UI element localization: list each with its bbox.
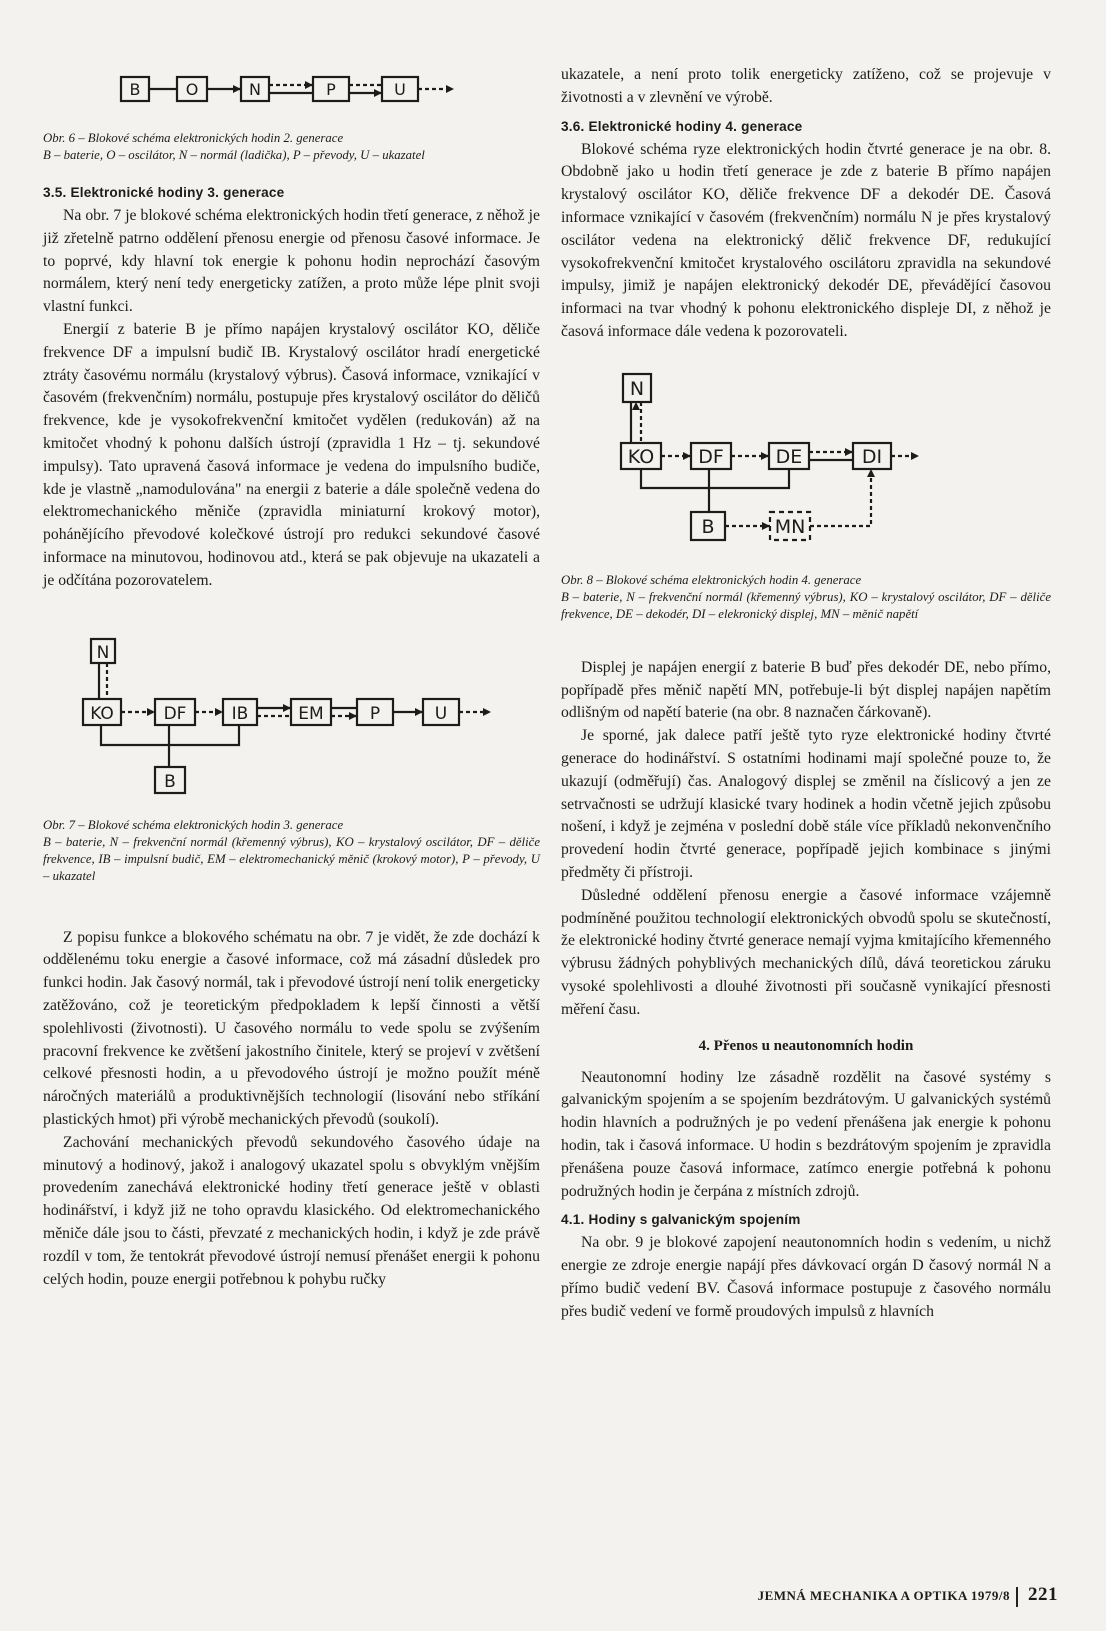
section-3-5-heading: 3.5. Elektronické hodiny 3. generace	[43, 185, 285, 200]
section-3-5-paragraph-2: Energií z baterie B je přímo napájen krystalový oscilátor KO, děliče frekvence DF a impulsní budič IB. Krystalový oscilátor hradí energetické ztráty časovému normálu (krystalový výbrus). Časová informace, vznikající v časovém (frekvenčním) normálu, postupuje přes krystalový oscilátor do děličů frekvence, kde je vysokofrekvenční kmitočet vydělen (redukován) až na kmitočet vhodný k pohonu dalších ústrojí (zpravidla 1 Hz – tj. sekundové impulsy). Tato upravená časová informace je vedena do impulsního budiče, kde je vlastně „namodulována" na energii z baterie a dále společně vedena do elektromechanického měniče (zpravidla miniaturní krokový motor), pohánějícího převodové kolečkové ústrojí pro redukci sekundové časové informace na minutovou, hodinovou atd., která se pak objevuje na ukazateli a je odčítána pozorovatelem.	[43, 320, 540, 589]
fig7-label-df: DF	[163, 703, 187, 724]
fig7-label-b: B	[164, 771, 176, 792]
fig6-label-b: B	[129, 80, 141, 99]
section-4-1-paragraph-1: Na obr. 9 je blokové zapojení neautonomních hodin s vedením, u nichž energie ze zdroje energie napájí přes dávkovací orgán D časový normál N a přímo budič vedení BV. Časová informace postupuje z časového normálu přes budič vedení ve formě proudových impulsů z hlavních	[561, 1234, 1051, 1320]
figure-7	[43, 633, 540, 811]
left-column	[43, 64, 540, 1291]
figure-6-caption	[43, 130, 540, 164]
fig7-label-n: N	[96, 642, 110, 663]
section-4-1-heading: 4.1. Hodiny s galvanickým spojením	[561, 1212, 801, 1228]
fig7-label-em: EM	[298, 703, 324, 724]
section-4-heading: 4. Přenos u neautonomních hodin	[698, 1037, 914, 1054]
fig7-label-u: U	[434, 703, 448, 724]
fig8-label-df: DF	[698, 445, 724, 468]
fig8-label-n: N	[629, 377, 645, 400]
figure-8-caption-text: B – baterie, N – frekvenční normál (křemenný výbrus), KO – krystalový oscilátor, DF – děliče frekvence, DE – dekodér, DI – elekronický displej, MN – měnič napětí	[561, 589, 1051, 621]
left-bottom-paragraph-1: Z popisu funkce a blokového schématu na obr. 7 je vidět, že zde dochází k oddělenému toku energie a časové informace, což má zásadní důsledek pro funkci hodin. Jak časový normál, tak i převodové ústrojí není tolik energeticky zatěžováno, což je teoretickým předpokladem k lepší činnosti a větší spolehlivosti (životnosti). U časového normálu to vede spolu se zvýšením pracovní frekvence ke zvětšení jakostního činitele, který se projeví v zvětšení celkové přesnosti hodin, a u převodového ústrojí je možno použít méně náročných materiálů a produktivnějších technologií (lisování nebo stříkání plastických hmot) při výrobě mechanických převodů (soukolí).	[43, 928, 540, 1128]
section-3-6-heading: 3.6. Elektronické hodiny 4. generace	[561, 118, 803, 134]
section-3-6-paragraph-1: Blokové schéma ryze elektronických hodin čtvrté generace je na obr. 8. Obdobně jako u hodin třetí generace je zde z baterie B přímo napájen krystalový oscilátor KO, děliče frekvence DF a dekodér DE. Časová informace vznikající v časovém (frekvenčním) normálu N je přes krystalový oscilátor vedena na elektronický dělič frekvence DF, redukující vysokofrekvenční kmitočet krystalového oscilátoru zpravidla na sekundové impulsy, jimiž je napájen elektronický dekodér DE, převádějící časovou informaci na tvar vhodný k pohonu elektronického displeje DI, z něhož je časová informace dále vedena k pozorovateli.	[561, 140, 1051, 340]
fig6-label-n: N	[249, 80, 261, 99]
section-4-paragraph-1: Neautonomní hodiny lze zásadně rozdělit na časové systémy s galvanickým spojením a se spojením bezdrátovým. U galvanických systémů hodin hlavních a podružných je po vedení přenášena jak energie k pohonu hodin, tak i časová informace. U hodin s bezdrátovým spojením je zpravidla přenášena pouze časová informace, zatímco energie potřebná k pohonu podružných hodin je čerpána z místních zdrojů.	[561, 1068, 1051, 1200]
fig8-label-di: DI	[861, 445, 883, 468]
figure-7-caption-text: B – baterie, N – frekvenční normál (křemenný výbrus), KO – krystalový oscilátor, DF – děliče frekvence, IB – impulsní budič, EM – elektromechanický měnič (krokový motor), P – převody, U – ukazatel	[43, 834, 540, 883]
figure-8-caption	[561, 572, 1051, 623]
figure-7-diagram	[43, 633, 540, 811]
right-column	[561, 64, 1051, 1323]
figure-6-caption-title: Obr. 6 – Blokové schéma elektronických hodin 2. generace	[43, 131, 344, 145]
fig8-label-ko: KO	[627, 445, 655, 468]
fig7-label-p: P	[369, 703, 381, 724]
fig8-label-de: DE	[775, 445, 803, 468]
figure-6-diagram	[43, 64, 540, 126]
left-bottom-paragraph-2: Zachování mechanických převodů sekundového časového údaje na minutový a hodinový, jakož i analogový ukazatel spolu s obvyklým vnějším provedením zanechává elektronické hodiny třetí generace ještě v oblasti hodinářství, i když již ne toho opravdu klasického. Od elektromechanického měniče dále jsou to části, převzaté z mechanických hodin, i když je zde právě rozdíl v tom, že tentokrát převodové ústrojí nemusí přenášet energii k pohonu celých hodin, pouze energii potřebnou k pohybu ručky	[43, 1133, 540, 1288]
page-footer	[758, 1584, 1058, 1607]
figure-8-caption-title: Obr. 8 – Blokové schéma elektronických hodin 4. generace	[561, 572, 862, 587]
fig7-label-ib: IB	[231, 703, 249, 724]
figure-7-caption	[43, 817, 540, 885]
figure-8	[561, 368, 1051, 568]
footer-divider	[1016, 1587, 1018, 1607]
figure-7-caption-title: Obr. 7 – Blokové schéma elektronických hodin 3. generace	[43, 817, 344, 832]
figure-6-caption-text: B – baterie, O – oscilátor, N – normál (ladička), P – převody, U – ukazatel	[43, 148, 425, 162]
fig6-label-o: O	[185, 80, 199, 99]
right-bottom-paragraph-2: Je sporné, jak dalece patří ještě tyto ryze elektronické hodiny čtvrté generace do hodinářství. S ostatními hodinami mají společné pouze to, že ukazují (odměřují) čas. Analogový displej se změnil na číslicový a jen ze setrvačnosti se udržují klasické tvary hodinek a hodin včetně jejich způsobu nošení, i když je zejména v poslední době stále více příkladů nekonvenčního provedení hodin čtvrté generace, popřípadě jejich kombinace s jinými předměty či přístroji.	[561, 727, 1051, 881]
fig6-label-p: P	[326, 80, 336, 99]
section-3-5-paragraph-1: Na obr. 7 je blokové schéma elektronických hodin třetí generace, z něhož je již zřetelně patrno oddělení přenosu energie od přenosu časové informace. Je to poprvé, kdy hlavní tok energie k pohonu hodin neprochází časovým normálem, který není tedy energeticky zatížen, a proto může lépe plnit svoji vlastní funkci.	[43, 207, 540, 316]
fig8-label-b: B	[701, 515, 715, 538]
right-top-paragraph-0: ukazatele, a není proto tolik energeticky zatíženo, což se projevuje v životnosti a v zlevnění ve výrobě.	[561, 66, 1051, 106]
figure-6	[43, 64, 540, 126]
fig8-label-mn: MN	[774, 515, 806, 538]
fig6-label-u: U	[394, 80, 406, 99]
journal-name: JEMNÁ MECHANIKA A OPTIKA 1979/8	[757, 1587, 1010, 1603]
right-bottom-paragraph-1: Displej je napájen energií z baterie B buď přes dekodér DE, nebo přímo, popřípadě přes měnič napětí MN, potřebuje-li být displej napájen napětím odlišným od napětí baterie (na obr. 8 naznačen čárkovaně).	[561, 658, 1051, 722]
figure-8-diagram	[561, 368, 1051, 568]
right-bottom-paragraph-3: Důsledné oddělení přenosu energie a časové informace vzájemně podmíněné použitou technologií elektronických obvodů spolu se skutečností, že elektronické hodiny čtvrté generace nemají vyjma kmitajícího křemenného výbrusu žádných pohyblivých mechanických dílů, dává teoretickou záruku vysoké spolehlivosti a dlouhé životnosti při současně vynikající přesnosti měření času.	[561, 886, 1051, 1018]
page-number: 221	[1028, 1583, 1058, 1605]
fig7-label-ko: KO	[90, 703, 114, 724]
